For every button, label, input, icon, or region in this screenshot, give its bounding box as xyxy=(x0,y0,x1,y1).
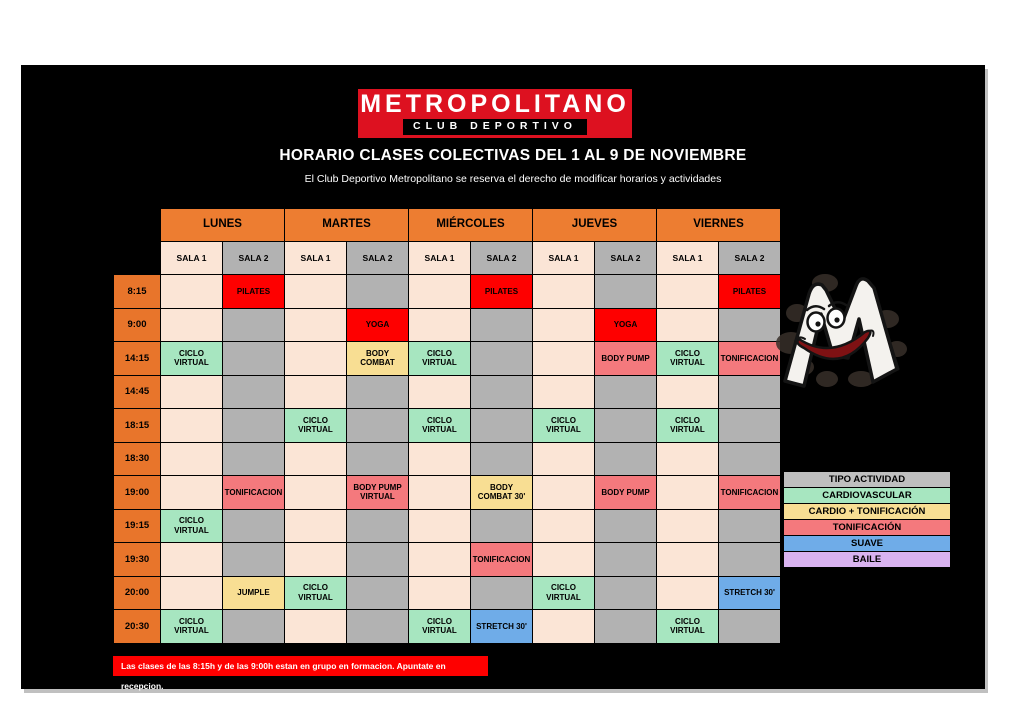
schedule-cell: PILATES xyxy=(223,275,284,308)
schedule-cell xyxy=(533,275,594,308)
schedule-cell xyxy=(595,543,656,576)
schedule-cell xyxy=(471,309,532,342)
schedule-cell xyxy=(657,577,718,610)
schedule-cell xyxy=(161,409,222,442)
schedule-cell: CICLO VIRTUAL xyxy=(161,610,222,643)
schedule-cell xyxy=(409,275,470,308)
schedule-cell xyxy=(347,610,408,643)
schedule-cell: TONIFICACION xyxy=(471,543,532,576)
schedule-cell xyxy=(347,409,408,442)
schedule-cell xyxy=(409,376,470,409)
schedule-cell xyxy=(161,275,222,308)
schedule-cell xyxy=(657,376,718,409)
schedule-cell xyxy=(409,510,470,543)
logo-title: METROPOLITANO xyxy=(360,90,630,119)
schedule-cell: CICLO VIRTUAL xyxy=(533,409,594,442)
schedule-cell xyxy=(285,543,346,576)
schedule-cell: TONIFICACION xyxy=(719,476,780,509)
schedule-cell xyxy=(409,577,470,610)
logo-tagline: CLUB DEPORTIVO xyxy=(403,119,587,135)
schedule-cell: CICLO VIRTUAL xyxy=(657,409,718,442)
schedule-cell xyxy=(657,543,718,576)
time-cell: 18:15 xyxy=(114,409,160,442)
schedule-cell xyxy=(471,409,532,442)
mascot-letter-m-icon xyxy=(769,261,921,406)
time-cell: 9:00 xyxy=(114,309,160,342)
schedule-cell xyxy=(533,510,594,543)
schedule-cell xyxy=(471,342,532,375)
schedule-cell: BODY PUMP xyxy=(595,476,656,509)
schedule-cell: BODY COMBAT 30' xyxy=(471,476,532,509)
page-disclaimer: El Club Deportivo Metropolitano se reserva el derecho de modificar horarios y actividades xyxy=(304,173,722,185)
schedule-cell xyxy=(285,376,346,409)
schedule-cell xyxy=(285,510,346,543)
sala-header: SALA 2 xyxy=(471,242,532,274)
schedule-cell xyxy=(657,275,718,308)
schedule-cell xyxy=(595,376,656,409)
schedule-cell xyxy=(595,409,656,442)
schedule-cell xyxy=(471,376,532,409)
schedule-cell xyxy=(223,510,284,543)
schedule-cell: YOGA xyxy=(595,309,656,342)
schedule-cell xyxy=(223,376,284,409)
note-banner: Las clases de las 8:15h y de las 9:00h estan en grupo en formacion. Apuntate en recepcion. xyxy=(113,656,488,676)
legend-title: TIPO ACTIVIDAD xyxy=(783,471,951,488)
schedule-cell xyxy=(285,476,346,509)
schedule-cell xyxy=(595,443,656,476)
schedule-cell xyxy=(347,510,408,543)
schedule-cell xyxy=(533,309,594,342)
schedule-cell: TONIFICACION xyxy=(223,476,284,509)
sala-header: SALA 1 xyxy=(657,242,718,274)
schedule-cell xyxy=(223,610,284,643)
schedule-cell: JUMPLE xyxy=(223,577,284,610)
schedule-cell xyxy=(285,610,346,643)
schedule-cell xyxy=(471,577,532,610)
time-cell: 19:00 xyxy=(114,476,160,509)
schedule-cell: CICLO VIRTUAL xyxy=(285,409,346,442)
sala-header: SALA 1 xyxy=(409,242,470,274)
schedule-cell xyxy=(471,443,532,476)
schedule-cell xyxy=(409,443,470,476)
schedule-cell xyxy=(347,275,408,308)
schedule-cell xyxy=(223,309,284,342)
sala-header: SALA 2 xyxy=(347,242,408,274)
schedule-cell xyxy=(347,543,408,576)
schedule-cell xyxy=(471,510,532,543)
schedule-cell: STRETCH 30' xyxy=(719,577,780,610)
schedule-cell xyxy=(657,443,718,476)
schedule-cell: BODY PUMP xyxy=(595,342,656,375)
legend-item: TONIFICACIÓN xyxy=(783,519,951,536)
schedule-cell xyxy=(223,443,284,476)
schedule-cell: TONIFICACION xyxy=(719,342,780,375)
schedule-cell xyxy=(595,577,656,610)
schedule-cell xyxy=(533,443,594,476)
time-cell: 20:30 xyxy=(114,610,160,643)
schedule-cell xyxy=(285,443,346,476)
schedule-cell xyxy=(347,376,408,409)
poster-canvas xyxy=(21,65,985,689)
corner-cell xyxy=(114,209,160,241)
schedule-cell: CICLO VIRTUAL xyxy=(285,577,346,610)
club-logo xyxy=(358,89,632,138)
time-cell: 14:15 xyxy=(114,342,160,375)
schedule-cell xyxy=(719,510,780,543)
sala-header: SALA 1 xyxy=(285,242,346,274)
legend-item: CARDIOVASCULAR xyxy=(783,487,951,504)
legend-item: CARDIO + TONIFICACIÓN xyxy=(783,503,951,520)
schedule-cell xyxy=(223,543,284,576)
schedule-cell xyxy=(161,443,222,476)
legend-item: BAILE xyxy=(783,551,951,568)
schedule-cell xyxy=(657,476,718,509)
corner-cell xyxy=(114,242,160,274)
sala-header: SALA 1 xyxy=(533,242,594,274)
legend-item: SUAVE xyxy=(783,535,951,552)
schedule-cell xyxy=(223,342,284,375)
schedule-cell xyxy=(409,309,470,342)
schedule-cell: CICLO VIRTUAL xyxy=(657,610,718,643)
schedule-cell xyxy=(533,376,594,409)
schedule-cell xyxy=(161,376,222,409)
schedule-cell xyxy=(161,476,222,509)
schedule-cell xyxy=(719,543,780,576)
time-cell: 19:30 xyxy=(114,543,160,576)
day-header: MARTES xyxy=(285,209,408,241)
schedule-cell: CICLO VIRTUAL xyxy=(409,342,470,375)
schedule-cell: CICLO VIRTUAL xyxy=(657,342,718,375)
schedule-cell: CICLO VIRTUAL xyxy=(161,342,222,375)
sala-header: SALA 2 xyxy=(719,242,780,274)
schedule-cell xyxy=(657,309,718,342)
schedule-cell xyxy=(719,443,780,476)
schedule-cell: CICLO VIRTUAL xyxy=(533,577,594,610)
schedule-cell: PILATES xyxy=(719,275,780,308)
schedule-cell xyxy=(161,543,222,576)
time-cell: 19:15 xyxy=(114,510,160,543)
day-header: JUEVES xyxy=(533,209,656,241)
time-cell: 18:30 xyxy=(114,443,160,476)
time-cell: 14:45 xyxy=(114,376,160,409)
schedule-cell xyxy=(285,342,346,375)
schedule-cell xyxy=(409,476,470,509)
schedule-cell: PILATES xyxy=(471,275,532,308)
time-cell: 20:00 xyxy=(114,577,160,610)
sala-header: SALA 1 xyxy=(161,242,222,274)
schedule-cell xyxy=(347,443,408,476)
schedule-cell: CICLO VIRTUAL xyxy=(161,510,222,543)
schedule-table xyxy=(113,208,781,644)
schedule-cell xyxy=(285,275,346,308)
schedule-cell xyxy=(595,510,656,543)
schedule-cell xyxy=(533,342,594,375)
schedule-cell xyxy=(533,543,594,576)
legend xyxy=(783,472,951,568)
schedule-cell: BODY PUMP VIRTUAL xyxy=(347,476,408,509)
schedule-cell xyxy=(161,309,222,342)
schedule-cell xyxy=(657,510,718,543)
day-header: LUNES xyxy=(161,209,284,241)
schedule-cell xyxy=(347,577,408,610)
sala-header: SALA 2 xyxy=(595,242,656,274)
schedule-cell xyxy=(595,275,656,308)
sala-header: SALA 2 xyxy=(223,242,284,274)
schedule-cell xyxy=(533,476,594,509)
schedule-cell xyxy=(161,577,222,610)
schedule-cell: STRETCH 30' xyxy=(471,610,532,643)
time-cell: 8:15 xyxy=(114,275,160,308)
schedule-cell: YOGA xyxy=(347,309,408,342)
schedule-cell xyxy=(285,309,346,342)
schedule-cell: CICLO VIRTUAL xyxy=(409,409,470,442)
day-header: VIERNES xyxy=(657,209,780,241)
day-header: MIÉRCOLES xyxy=(409,209,532,241)
schedule-cell xyxy=(595,610,656,643)
page-title: HORARIO CLASES COLECTIVAS DEL 1 AL 9 DE NOVIEMBRE xyxy=(279,147,747,164)
schedule-cell xyxy=(409,543,470,576)
schedule-cell xyxy=(533,610,594,643)
schedule-cell: CICLO VIRTUAL xyxy=(409,610,470,643)
schedule-cell xyxy=(719,409,780,442)
schedule-cell xyxy=(223,409,284,442)
schedule-cell: BODY COMBAT xyxy=(347,342,408,375)
schedule-cell xyxy=(719,610,780,643)
